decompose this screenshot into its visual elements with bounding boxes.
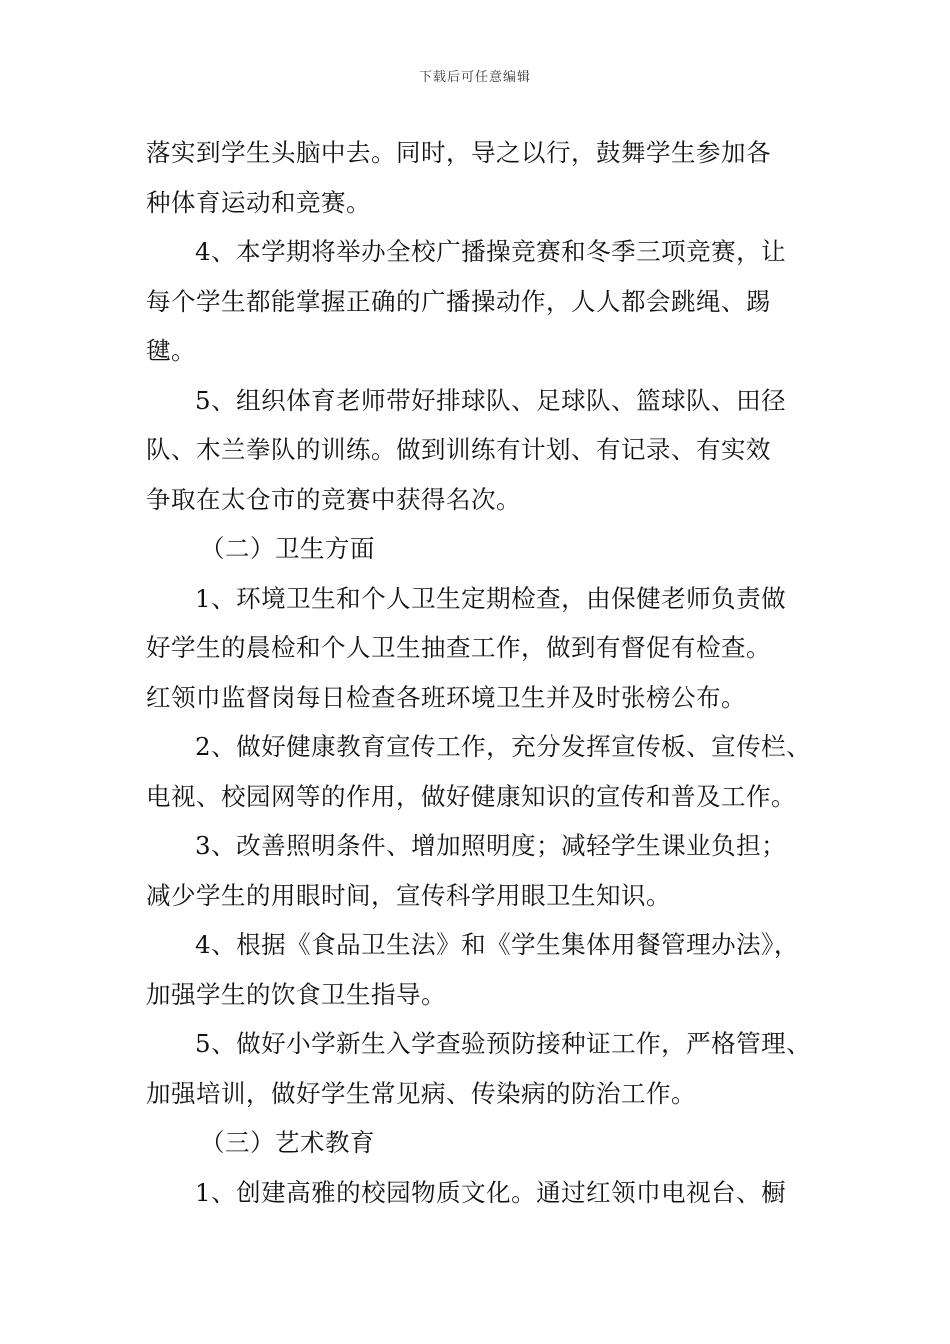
paragraph-line: 好学生的晨检和个人卫生抽查工作，做到有督促有检查。	[146, 633, 771, 662]
paragraph-line: 2、做好健康教育宣传工作，充分发挥宣传板、宣传栏、	[195, 732, 812, 761]
paragraph-line: 落实到学生头脑中去。同时，导之以行，鼓舞学生参加各	[146, 138, 771, 167]
page-header: 下载后可任意编辑	[418, 70, 531, 85]
paragraph-line: 5、组织体育老师带好排球队、足球队、篮球队、田径	[195, 385, 787, 415]
paragraph-line: 种体育运动和竞赛。	[146, 187, 371, 217]
paragraph-line: 红领巾监督岗每日检查各班环境卫生并及时张榜公布。	[146, 682, 746, 712]
section-heading: （二）卫生方面	[200, 534, 375, 563]
paragraph-line: 3、改善照明条件、增加照明度；减轻学生课业负担；	[195, 831, 787, 860]
paragraph-line: 队、木兰拳队的训练。做到训练有计划、有记录、有实效	[146, 435, 771, 464]
paragraph-line: 争取在太仓市的竞赛中获得名次。	[146, 484, 521, 514]
paragraph-line: 1、环境卫生和个人卫生定期检查，由保健老师负责做	[195, 583, 787, 613]
paragraph-line: 4、根据《食品卫生法》和《学生集体用餐管理办法》，	[195, 930, 799, 959]
paragraph-line: 加强培训，做好学生常见病、传染病的防治工作。	[146, 1078, 696, 1108]
paragraph-line: 加强学生的饮食卫生指导。	[146, 979, 446, 1009]
paragraph-line: 1、创建高雅的校园物质文化。通过红领巾电视台、橱	[195, 1177, 787, 1207]
paragraph-line: 毽。	[146, 336, 196, 365]
paragraph-line: 5、做好小学新生入学查验预防接种证工作，严格管理、	[195, 1029, 812, 1058]
paragraph-line: 减少学生的用眼时间，宣传科学用眼卫生知识。	[146, 880, 671, 910]
paragraph-line: 4、本学期将举办全校广播操竞赛和冬季三项竞赛，让	[195, 237, 787, 266]
document-body	[146, 128, 836, 1217]
paragraph-line: 每个学生都能掌握正确的广播操动作，人人都会跳绳、踢	[146, 286, 771, 316]
section-heading: （三）艺术教育	[200, 1128, 375, 1157]
paragraph-line: 电视、校园网等的作用，做好健康知识的宣传和普及工作。	[146, 781, 796, 811]
